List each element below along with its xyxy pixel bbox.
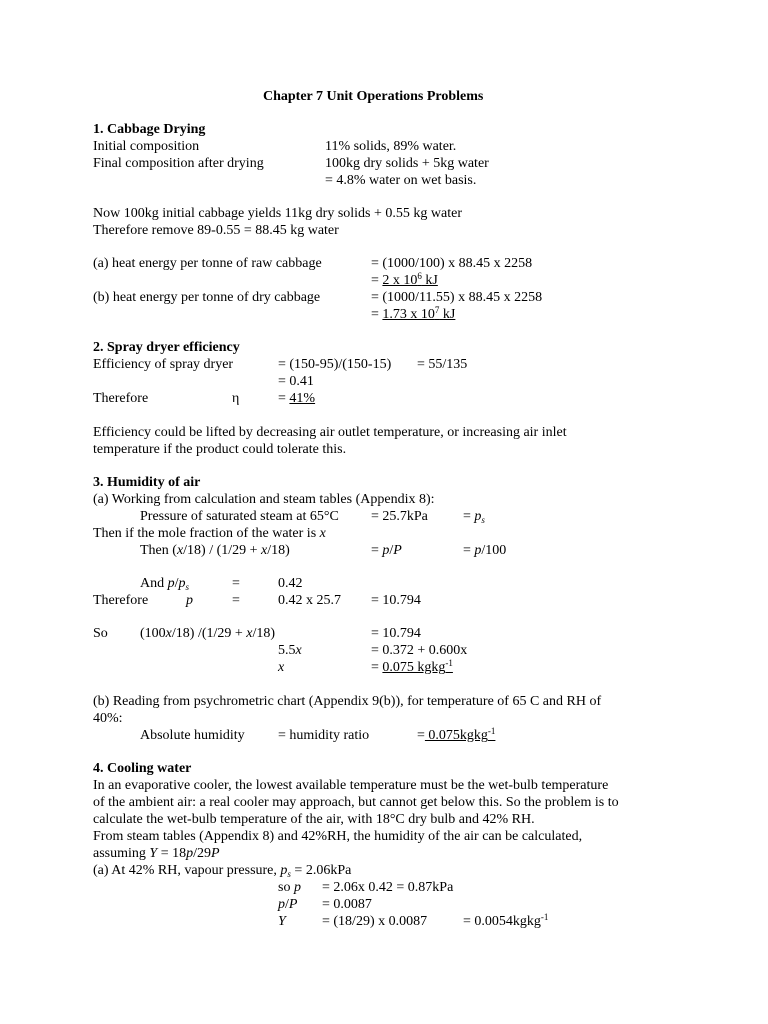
cooling-text-2: of the ambient air: a real cooler may approach, but cannot get below this. So the problem is to — [93, 795, 619, 810]
wet-basis-value: = 4.8% water on wet basis. — [325, 173, 477, 188]
pressure-product: 0.42 x 25.7 — [278, 593, 341, 608]
final-composition-value: 100kg dry solids + 5kg water — [325, 156, 489, 171]
humidity-value: = 0.0054kgkg$^{-1}$ — [463, 912, 549, 929]
pressure-result: = 10.794 — [371, 593, 421, 608]
cooling-text-3: calculate the wet-bulb temperature of the air, with 18°C dry bulb and 42% RH. — [93, 812, 535, 827]
humidity-symbol: Y — [278, 914, 286, 929]
saturated-pressure-value: = 25.7kPa — [371, 509, 428, 524]
final-composition-label: Final composition after drying — [93, 156, 264, 171]
linear-rhs: = 0.372 + 0.600x — [371, 643, 468, 658]
mole-fraction-line: Then if the mole fraction of the water is x — [93, 526, 326, 541]
efficiency-value: = 0.41 — [278, 374, 314, 389]
equals-sign-2: = — [232, 593, 240, 608]
initial-composition-value: 11% solids, 89% water. — [325, 139, 457, 154]
x-result: = 0.075 kgkg$^{-1}$ — [371, 658, 453, 675]
section-4-heading: 4. Cooling water — [93, 761, 192, 776]
psychrometric-line-1: (b) Reading from psychrometric chart (Appendix 9(b)), for temperature of 65 C and RH of — [93, 694, 602, 709]
energy-raw-expression: = (1000/100) x 88.45 x 2258 — [371, 256, 533, 271]
yield-line: Now 100kg initial cabbage yields 11kg dry solids + 0.55 kg water — [93, 206, 462, 221]
energy-dry-result: = 1.73 x $10^7$ kJ — [371, 305, 456, 322]
efficiency-label: Efficiency of spray dryer — [93, 357, 234, 372]
linear-coefficient: 5.5x — [278, 643, 302, 658]
section-3-heading: 3. Humidity of air — [93, 475, 201, 490]
remove-line: Therefore remove 89-0.55 = 88.45 kg water — [93, 223, 339, 238]
pressure-over-100: = p/100 — [463, 543, 507, 558]
mole-fraction-equation: Then (x/18) / (1/29 + x/18) — [140, 543, 290, 558]
page-title: Chapter 7 Unit Operations Problems — [263, 89, 484, 104]
pressure-ratio-expression: = p/P — [371, 543, 402, 558]
vapour-pressure-line: (a) At 42% RH, vapour pressure, $p_s = 2.06kPa$ — [93, 863, 352, 879]
cooling-text-1: In an evaporative cooler, the lowest available temperature must be the wet-bulb temperature — [93, 778, 609, 793]
eta-symbol: η — [232, 391, 240, 406]
pressure-ratio-label: p/P — [278, 897, 298, 912]
efficiency-ratio: = 55/135 — [417, 357, 468, 372]
absolute-humidity-label: Absolute humidity — [140, 728, 245, 743]
efficiency-note-1: Efficiency could be lifted by decreasing air outlet temperature, or increasing air inlet — [93, 425, 567, 440]
relative-pressure-value: 0.42 — [278, 576, 303, 591]
initial-composition-label: Initial composition — [93, 139, 200, 154]
psychrometric-line-2: 40%: — [93, 711, 123, 726]
section-1-heading: 1. Cabbage Drying — [93, 122, 206, 137]
efficiency-result: = 41% — [278, 391, 316, 406]
assuming-line: assuming Y = 18p/29P — [93, 846, 220, 861]
saturated-pressure-symbol: = $p_s$ — [463, 509, 485, 525]
humidity-ratio-label: = humidity ratio — [278, 728, 370, 743]
energy-raw-label: (a) heat energy per tonne of raw cabbage — [93, 256, 322, 271]
therefore-label-2: Therefore — [93, 593, 149, 608]
humidity-expression: = (18/29) x 0.0087 — [322, 914, 428, 929]
efficiency-expression: = (150-95)/(150-15) — [278, 357, 392, 372]
substitution-result: = 10.794 — [371, 626, 421, 641]
humidity-ratio-value: = 0.075kgkg$^{-1}$ — [417, 726, 496, 743]
p-symbol: p — [186, 593, 193, 608]
section-2-heading: 2. Spray dryer efficiency — [93, 340, 240, 355]
so-label: So — [93, 626, 108, 641]
therefore-label: Therefore — [93, 391, 149, 406]
energy-raw-result: = 2 x $10^6$ kJ — [371, 271, 438, 288]
energy-dry-expression: = (1000/11.55) x 88.45 x 2258 — [371, 290, 543, 305]
efficiency-note-2: temperature if the product could tolerate this. — [93, 442, 347, 457]
substitution-equation: (100x/18) /(1/29 + x/18) — [140, 626, 276, 641]
x-symbol: x — [278, 660, 285, 675]
energy-dry-label: (b) heat energy per tonne of dry cabbage — [93, 290, 321, 305]
saturated-pressure-label: Pressure of saturated steam at 65°C — [140, 509, 339, 524]
working-intro: (a) Working from calculation and steam tables (Appendix 8): — [93, 492, 435, 507]
partial-pressure-value: = 2.06x 0.42 = 0.87kPa — [322, 880, 454, 895]
relative-pressure-label: And $p/p_s$ — [140, 576, 190, 592]
so-p-label: so p — [278, 880, 301, 895]
pressure-ratio-value: = 0.0087 — [322, 897, 372, 912]
equals-sign-1: = — [232, 576, 240, 591]
cooling-text-4: From steam tables (Appendix 8) and 42%RH, the humidity of the air can be calculated, — [93, 829, 583, 844]
